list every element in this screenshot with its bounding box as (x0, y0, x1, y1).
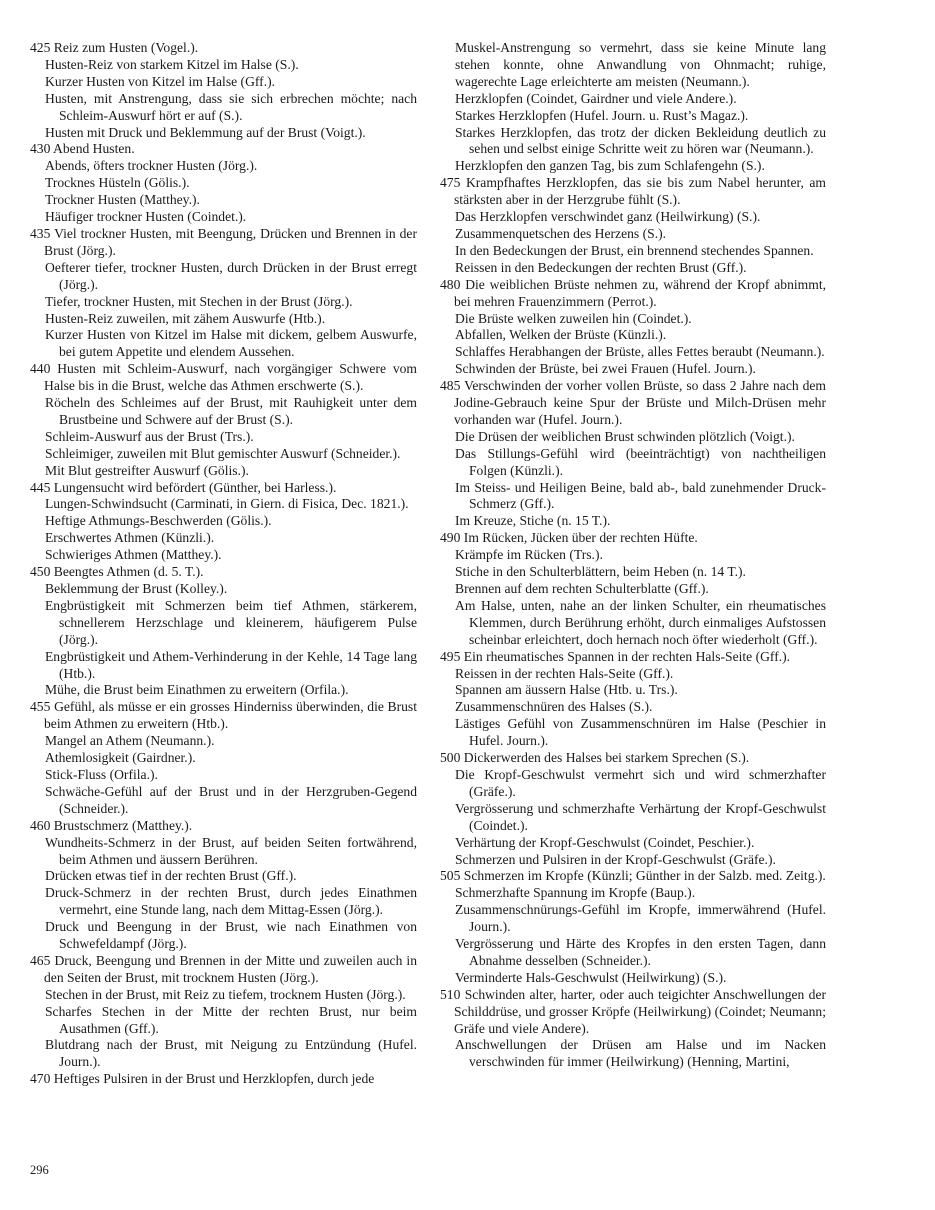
symptom-entry: Abfallen, Welken der Brüste (Künzli.). (455, 327, 667, 343)
symptom-entry: Das Stillungs-Gefühl wird (beeinträchtigt) von nachtheiligen Folgen (Künzli.). (455, 445, 826, 478)
symptom-entry: Verhärtung der Kropf-Geschwulst (Coindet, Peschier.). (455, 834, 755, 850)
symptom-entry: Kurzer Husten von Kitzel im Halse mit dickem, gelbem Auswurfe, bei gutem Appetite und elendem Aussehen. (45, 327, 417, 360)
entry-text: Lungensucht wird befördert (Günther, bei Harless.). (53, 479, 337, 495)
numbered-entry (440, 868, 826, 885)
entry-number: 460 (30, 817, 51, 833)
symptom-entry: Kurzer Husten von Kitzel im Halse (Gff.). (45, 73, 276, 89)
symptom-entry: Athemlosigkeit (Gairdner.). (45, 750, 196, 766)
entry-number: 455 (30, 699, 51, 715)
symptom-entry: Druck und Beengung in der Brust, wie nach Einathmen von Schwefeldampf (Jörg.). (45, 919, 417, 952)
symptom-entry: Vergrösserung und Härte des Kropfes in den ersten Tagen, dann Abnahme desselben (Schneider.). (455, 936, 826, 968)
numbered-entry (30, 818, 417, 835)
symptom-entry: Schmerzhafte Spannung im Kropfe (Baup.). (455, 885, 696, 901)
symptom-entry: Stiche in den Schulterblättern, beim Heben (n. 14 T.). (455, 564, 746, 580)
symptom-entry: Mühe, die Brust beim Einathmen zu erweitern (Orfila.). (45, 682, 349, 698)
symptom-entry: In den Bedeckungen der Brust, ein brennend stechendes Spannen. (455, 242, 814, 258)
entry-text: Druck, Beengung und Brennen in der Mitte und zuweilen auch in den Seiten der Brust, mit trocknem Husten (Jörg.). (44, 952, 417, 985)
entry-text: Im Rücken, Jücken über der rechten Hüfte. (463, 530, 698, 546)
numbered-entry (30, 480, 417, 497)
symptom-entry: Vergrösserung und schmerzhafte Verhärtung der Kropf-Geschwulst (Coindet.). (455, 800, 826, 833)
symptom-entry: Im Kreuze, Stiche (n. 15 T.). (455, 513, 611, 529)
entry-text: Schwinden alter, harter, oder auch teigichter Anschwellungen der Schilddrüse, und grosser Kröpfe (Heilwirkung) (Coindet; Neumann; Gräfe und viele Andere). (454, 986, 827, 1036)
right-column (440, 40, 826, 1071)
entry-text: Ein rheumatisches Spannen in der rechten Hals-Seite (Gff.). (463, 648, 791, 664)
entry-text: Gefühl, als müsse er ein grosses Hinderniss überwinden, die Brust beim Athmen zu erweitern (Htb.). (44, 699, 417, 732)
symptom-entry: Zusammenschnüren des Halses (S.). (455, 699, 653, 715)
numbered-entry (440, 649, 826, 666)
symptom-entry: Lästiges Gefühl von Zusammenschnüren im Halse (Peschier in Hufel. Journ.). (455, 716, 826, 749)
numbered-entry (30, 1071, 417, 1088)
symptom-entry: Herzklopfen (Coindet, Gairdner und viele Andere.). (455, 90, 737, 106)
entry-number: 440 (30, 361, 51, 377)
entry-number: 435 (30, 225, 51, 241)
entry-number: 475 (440, 175, 461, 191)
entry-text: Schmerzen im Kropfe (Künzli; Günther in der Salzb. med. Zeitg.). (463, 868, 826, 884)
symptom-entry: Schmerzen und Pulsiren in der Kropf-Geschwulst (Gräfe.). (455, 851, 776, 867)
entry-text: Die weiblichen Brüste nehmen zu, während der Kropf abnimmt, bei mehren Frauenzimmern (Perrot.). (454, 276, 826, 309)
entry-number: 495 (440, 648, 461, 664)
numbered-entry (30, 40, 417, 57)
symptom-entry: Die Drüsen der weiblichen Brust schwinden plötzlich (Voigt.). (455, 428, 795, 444)
symptom-entry: Stick-Fluss (Orfila.). (45, 766, 158, 782)
entry-text: Beengtes Athmen (d. 5. T.). (53, 564, 204, 580)
entry-number: 480 (440, 276, 461, 292)
symptom-entry: Schwinden der Brüste, bei zwei Frauen (Hufel. Journ.). (455, 361, 756, 377)
symptom-entry: Zusammenquetschen des Herzens (S.). (455, 225, 667, 241)
entry-number: 445 (30, 479, 51, 495)
symptom-entry: Beklemmung der Brust (Kolley.). (45, 581, 228, 596)
symptom-entry: Starkes Herzklopfen, das trotz der dicken Bekleidung deutlich zu sehen und selbst einige Schritte weit zu hören war (Neumann.). (455, 124, 826, 157)
symptom-entry: Husten-Reiz zuweilen, mit zähem Auswurfe (Htb.). (45, 310, 326, 326)
symptom-entry: Starkes Herzklopfen (Hufel. Journ. u. Rust’s Magaz.). (455, 107, 749, 123)
symptom-entry: Trockner Husten (Matthey.). (45, 192, 200, 208)
symptom-entry: Trocknes Hüsteln (Gölis.). (45, 175, 190, 191)
symptom-entry: Spannen am äussern Halse (Htb. u. Trs.). (455, 682, 678, 698)
entry-text: Verschwinden der vorher vollen Brüste, so dass 2 Jahre nach dem Jodine-Gebrauch keine Spur der Brüste und Milch-Drüsen mehr vorhanden war (Hufel. Journ.). (454, 378, 826, 427)
symptom-entry: Anschwellungen der Drüsen am Halse und im Nacken verschwinden für immer (Heilwirkung) (Henning, Martini, (455, 1037, 826, 1070)
entry-number: 500 (440, 750, 461, 766)
entry-number: 505 (440, 868, 461, 884)
symptom-entry: Im Steiss- und Heiligen Beine, bald ab-, bald zunehmender Druck-Schmerz (Gff.). (455, 479, 826, 512)
numbered-entry (30, 141, 417, 158)
symptom-entry: Schleimiger, zuweilen mit Blut gemischter Auswurf (Schneider.). (45, 445, 401, 461)
symptom-entry: Husten mit Druck und Beklemmung auf der Brust (Voigt.). (45, 124, 366, 140)
page-number: 296 (30, 1163, 49, 1177)
symptom-entry: Husten-Reiz von starkem Kitzel im Halse (S.). (45, 56, 299, 72)
symptom-entry: Herzklopfen den ganzen Tag, bis zum Schlafengehn (S.). (455, 158, 765, 174)
entry-text: Reiz zum Husten (Vogel.). (53, 40, 199, 55)
entry-text: Brustschmerz (Matthey.). (53, 817, 193, 833)
symptom-entry: Röcheln des Schleimes auf der Brust, mit Rauhigkeit unter dem Brustbeine und Schwere auf der Brust (S.). (45, 395, 417, 427)
entry-text: Krampfhaftes Herzklopfen, das sie bis zum Nabel herunter, am stärksten aber in der Herzgrube fühlt (S.). (454, 175, 826, 208)
symptom-entry: Abends, öfters trockner Husten (Jörg.). (45, 158, 258, 174)
symptom-entry: Stechen in der Brust, mit Reiz zu tiefem, trocknem Husten (Jörg.). (45, 986, 406, 1002)
symptom-entry: Schleim-Auswurf aus der Brust (Trs.). (45, 428, 254, 444)
numbered-entry (440, 530, 826, 547)
numbered-entry (440, 175, 826, 209)
symptom-entry: Brennen auf dem rechten Schulterblatte (Gff.). (455, 581, 709, 596)
numbered-entry (30, 699, 417, 733)
symptom-entry: Oefterer tiefer, trockner Husten, durch Drücken in der Brust erregt (Jörg.). (45, 259, 417, 292)
symptom-entry: Druck-Schmerz in der rechten Brust, durch jedes Einathmen vermehrt, eine Stunde lang, nach dem Mittag-Essen (Jörg.). (45, 885, 417, 918)
symptom-entry: Schwäche-Gefühl auf der Brust und in der Herzgruben-Gegend (Schneider.). (45, 783, 417, 816)
numbered-entry (440, 987, 826, 1038)
entry-number: 485 (440, 378, 461, 394)
symptom-entry: Am Halse, unten, nahe an der linken Schulter, ein rheumatisches Klemmen, durch Berührung erhöht, durch einmaliges Aufstossen scheinbar erleichtert, doch hernach noch öfter wiederholt (Gff.). (455, 597, 826, 647)
entry-text: Dickerwerden des Halses bei starkem Sprechen (S.). (463, 750, 750, 766)
entry-number: 430 (30, 141, 51, 157)
entry-number: 510 (440, 986, 461, 1002)
symptom-entry: Blutdrang nach der Brust, mit Neigung zu Entzündung (Hufel. Journ.). (45, 1037, 417, 1070)
symptom-entry: Scharfes Stechen in der Mitte der rechten Brust, nur beim Ausathmen (Gff.). (45, 1003, 417, 1036)
symptom-entry: Engbrüstigkeit mit Schmerzen beim tief Athmen, stärkerem, schnellerem Herzschlage und kleinerem, häufigerem Pulse (Jörg.). (45, 597, 417, 647)
symptom-entry: Drücken etwas tief in der rechten Brust (Gff.). (45, 868, 297, 884)
symptom-entry: Krämpfe im Rücken (Trs.). (455, 547, 603, 563)
entry-number: 465 (30, 952, 51, 968)
numbered-entry (440, 378, 826, 429)
entry-number: 450 (30, 564, 51, 580)
symptom-entry: Engbrüstigkeit und Athem-Verhinderung in der Kehle, 14 Tage lang (Htb.). (45, 648, 417, 681)
symptom-entry: Lungen-Schwindsucht (Carminati, in Giern. di Fisica, Dec. 1821.). (45, 496, 409, 512)
symptom-entry: Reissen in der rechten Hals-Seite (Gff.). (455, 665, 674, 681)
entry-number: 425 (30, 40, 51, 55)
numbered-entry (30, 361, 417, 395)
symptom-entry: Mangel an Athem (Neumann.). (45, 733, 215, 749)
left-column (30, 40, 417, 1088)
symptom-entry: Heftige Athmungs-Beschwerden (Gölis.). (45, 513, 272, 529)
symptom-entry: Husten, mit Anstrengung, dass sie sich erbrechen möchte; nach Schleim-Auswurf hört er auf (S.). (45, 90, 417, 123)
symptom-entry: Zusammenschnürungs-Gefühl im Kropfe, immerwährend (Hufel. Journ.). (455, 902, 826, 935)
entry-text: Husten mit Schleim-Auswurf, nach vorgängiger Schwere vom Halse bis in die Brust, welche das Athmen erschwerte (S.). (44, 361, 417, 394)
symptom-entry: Muskel-Anstrengung so vermehrt, dass sie keine Minute lang stehen konnte, ohne Anwandlung von Ohnmacht; ruhige, wagerechte Lage erleichterte am meisten (Neumann.). (455, 40, 826, 89)
entry-text: Abend Husten. (53, 141, 135, 157)
entry-number: 470 (30, 1071, 51, 1087)
symptom-entry: Verminderte Hals-Geschwulst (Heilwirkung) (S.). (455, 969, 727, 985)
numbered-entry (440, 750, 826, 767)
symptom-entry: Das Herzklopfen verschwindet ganz (Heilwirkung) (S.). (455, 209, 761, 225)
symptom-entry: Die Brüste welken zuweilen hin (Coindet.). (455, 310, 692, 326)
symptom-entry: Die Kropf-Geschwulst vermehrt sich und wird schmerzhafter (Gräfe.). (455, 766, 826, 799)
numbered-entry (440, 277, 826, 311)
symptom-entry: Häufiger trockner Husten (Coindet.). (45, 209, 247, 225)
entry-text: Heftiges Pulsiren in der Brust und Herzklopfen, durch jede (53, 1071, 375, 1087)
symptom-entry: Wundheits-Schmerz in der Brust, auf beiden Seiten fortwährend, beim Athmen und äussern Berühren. (45, 834, 417, 867)
entry-number: 490 (440, 530, 461, 546)
symptom-entry: Reissen in den Bedeckungen der rechten Brust (Gff.). (455, 259, 747, 275)
symptom-entry: Schwieriges Athmen (Matthey.). (45, 547, 222, 563)
numbered-entry (30, 953, 417, 987)
symptom-entry: Schlaffes Herabhangen der Brüste, alles Fettes beraubt (Neumann.). (455, 344, 825, 360)
numbered-entry (30, 564, 417, 581)
symptom-entry: Tiefer, trockner Husten, mit Stechen in der Brust (Jörg.). (45, 293, 353, 309)
entry-text: Viel trockner Husten, mit Beengung, Drücken und Brennen in der Brust (Jörg.). (44, 225, 417, 258)
symptom-entry: Mit Blut gestreifter Auswurf (Gölis.). (45, 462, 249, 478)
numbered-entry (30, 226, 417, 260)
symptom-entry: Erschwertes Athmen (Künzli.). (45, 530, 215, 546)
